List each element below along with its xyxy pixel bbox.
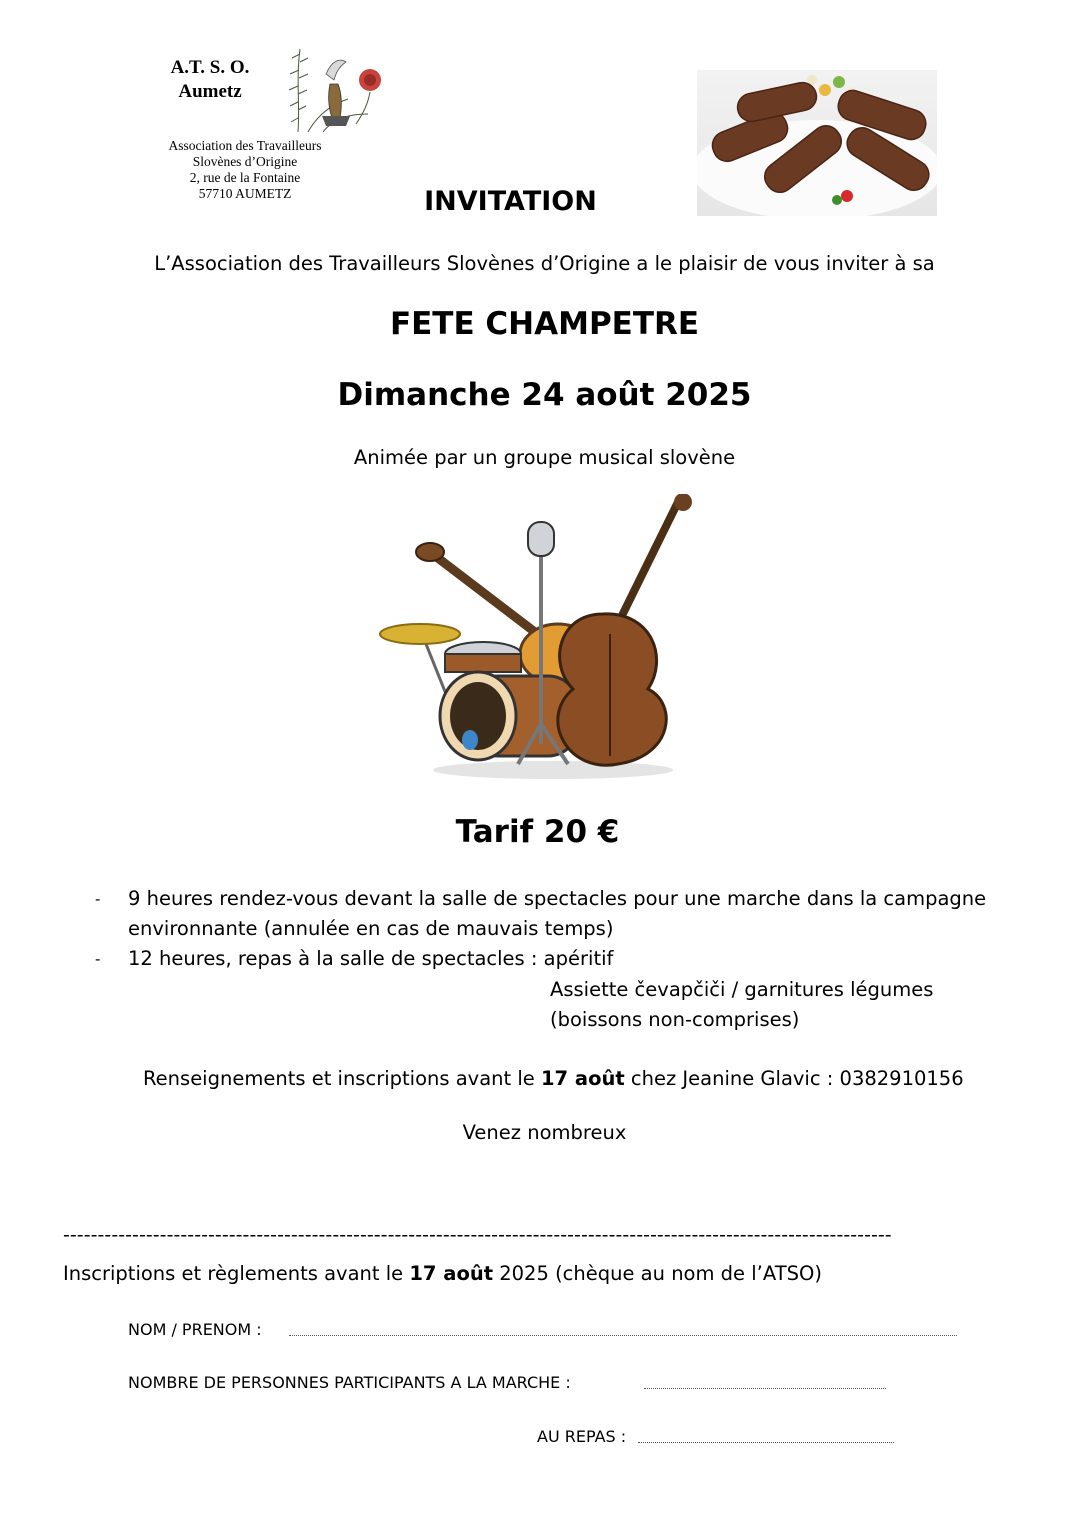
registration-prefix: Inscriptions et règlements avant le [63, 1262, 410, 1285]
intro-text: L’Association des Travailleurs Slovènes d’Origine a le plaisir de vous inviter à sa [154, 252, 935, 275]
bullet-dash: - [95, 950, 101, 968]
address-line: Association des Travailleurs [168, 138, 322, 153]
address-line: 57710 AUMETZ [198, 186, 292, 201]
meal-count-line[interactable] [638, 1442, 894, 1443]
address-line: 2, rue de la Fontaine [189, 170, 301, 185]
bullet-dash: - [95, 890, 101, 908]
name-field-label: NOM / PRENOM : [128, 1320, 262, 1339]
invitation-title: INVITATION [424, 186, 597, 217]
meal-count-label: AU REPAS : [537, 1427, 627, 1446]
registration-deadline: 17 août [409, 1262, 494, 1285]
menu-drinks: (boissons non-comprises) [550, 1008, 800, 1031]
address-line: Slovènes d’Origine [192, 154, 298, 169]
registration-info [63, 1262, 822, 1285]
cut-line: ------------------------------------------------------------------------------------------------------------------------ [63, 1224, 892, 1246]
walk-count-label: NOMBRE DE PERSONNES PARTICIPANTS A LA MARCHE : [128, 1373, 571, 1392]
logo-text [150, 56, 270, 104]
event-date: Dimanche 24 août 2025 [337, 377, 752, 413]
logo-acronym: A.T. S. O. [170, 57, 250, 78]
registration-suffix: 2025 (chèque au nom de l’ATSO) [493, 1262, 822, 1285]
contact-prefix: Renseignements et inscriptions avant le [143, 1067, 541, 1090]
closing-text: Venez nombreux [462, 1121, 627, 1144]
program-walk: 9 heures rendez-vous devant la salle de spectacles pour une marche dans la campagne environnante (annulée en cas de mauvais temps) [128, 887, 987, 940]
menu-dish: Assiette čevapčiči / garnitures légumes [550, 978, 934, 1001]
price: Tarif 20 € [455, 814, 620, 850]
music-instruments-illustration [378, 494, 708, 786]
music-info: Animée par un groupe musical slovène [353, 446, 736, 469]
walk-count-line[interactable] [644, 1388, 886, 1389]
contact-suffix: chez Jeanine Glavic : 0382910156 [624, 1067, 964, 1090]
plant-logo-icon [278, 44, 388, 136]
program-meal: 12 heures, repas à la salle de spectacles : apéritif [128, 947, 614, 970]
name-field-line[interactable] [289, 1335, 957, 1336]
logo-town: Aumetz [178, 81, 242, 102]
contact-deadline: 17 août [540, 1067, 625, 1090]
contact-info [143, 1067, 964, 1090]
event-title: FETE CHAMPETRE [389, 306, 700, 342]
